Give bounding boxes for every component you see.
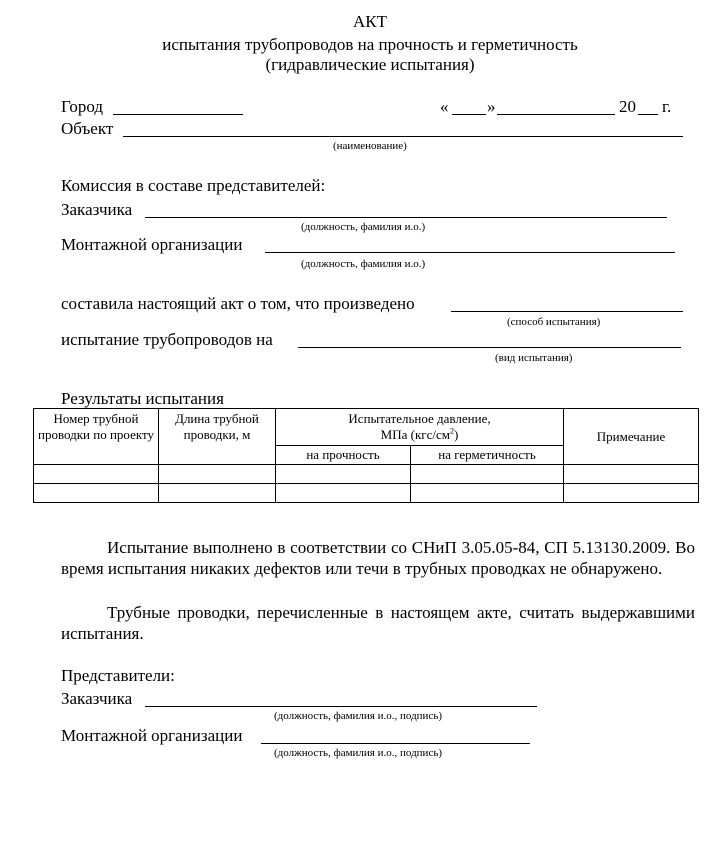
object-caption: (наименование) — [333, 140, 407, 152]
table-cell[interactable] — [34, 484, 159, 503]
table-cell[interactable] — [159, 484, 276, 503]
table-cell[interactable] — [159, 465, 276, 484]
conclusion-paragraph-1: Испытание выполнено в соответствии со СНиП 3.05.05-84, СП 5.13130.2009. Во время испытания никаких дефектов или течи в трубных проводках не обнаружено. — [61, 538, 695, 578]
table-cell[interactable] — [34, 465, 159, 484]
customer-caption: (должность, фамилия и.о.) — [301, 221, 426, 233]
act-statement: составила настоящий акт о том, что произведено — [61, 294, 415, 313]
installer-caption: (должность, фамилия и.о.) — [301, 258, 426, 270]
table-cell[interactable] — [411, 484, 564, 503]
results-heading: Результаты испытания — [61, 389, 224, 408]
signatures-heading: Представители: — [61, 666, 175, 685]
signature-customer-caption: (должность, фамилия и.о., подпись) — [274, 710, 443, 722]
col-strength: на прочность — [276, 446, 411, 465]
col-pipe-length: Длина трубной проводки, м — [159, 409, 276, 465]
document-title: АКТ — [353, 12, 387, 31]
year-prefix: 20 — [619, 97, 636, 116]
table-cell[interactable] — [276, 465, 411, 484]
method-field[interactable] — [451, 311, 683, 312]
test-type-field[interactable] — [298, 347, 681, 348]
object-field[interactable] — [123, 136, 683, 137]
table-cell[interactable] — [276, 484, 411, 503]
pressure-label: Испытательное давление, — [348, 411, 491, 426]
col-note: Примечание — [564, 409, 699, 465]
test-statement: испытание трубопроводов на — [61, 330, 273, 349]
signature-customer-field[interactable] — [145, 706, 537, 707]
installer-field[interactable] — [265, 252, 675, 253]
table-row — [34, 484, 699, 503]
customer-field[interactable] — [145, 217, 667, 218]
test-type-caption: (вид испытания) — [495, 352, 573, 364]
year-suffix: г. — [662, 97, 672, 116]
signature-customer-label: Заказчика — [61, 689, 133, 708]
table-cell[interactable] — [564, 465, 699, 484]
col-tightness: на герметичность — [411, 446, 564, 465]
method-caption: (способ испытания) — [507, 316, 601, 328]
year-field[interactable] — [638, 114, 658, 115]
conclusion-paragraph-2: Трубные проводки, перечисленные в настоящем акте, считать выдержавшими испытания. — [61, 603, 695, 643]
date-open-quote: « — [440, 97, 449, 116]
object-label: Объект — [61, 119, 114, 138]
date-close-quote: » — [487, 97, 496, 116]
city-label: Город — [61, 97, 103, 116]
pressure-unit: МПа $(кгс/см^2)$ — [380, 426, 459, 442]
city-field[interactable] — [113, 114, 243, 115]
signature-installer-label: Монтажной организации — [61, 726, 243, 745]
day-field[interactable] — [452, 114, 486, 115]
document-subtitle: испытания трубопроводов на прочность и герметичность — [162, 35, 578, 54]
table-cell[interactable] — [411, 465, 564, 484]
customer-label: Заказчика — [61, 200, 133, 219]
signature-installer-caption: (должность, фамилия и.о., подпись) — [274, 747, 443, 759]
results-table — [33, 408, 699, 503]
table-row — [34, 465, 699, 484]
document-subtitle-note: (гидравлические испытания) — [265, 55, 475, 74]
col-pipe-number: Номер трубной проводки по проекту — [34, 409, 159, 465]
table-cell[interactable] — [564, 484, 699, 503]
col-test-pressure — [276, 409, 564, 446]
installer-label: Монтажной организации — [61, 235, 243, 254]
month-field[interactable] — [497, 114, 615, 115]
signature-installer-field[interactable] — [261, 743, 530, 744]
commission-label: Комиссия в составе представителей: — [61, 176, 326, 195]
